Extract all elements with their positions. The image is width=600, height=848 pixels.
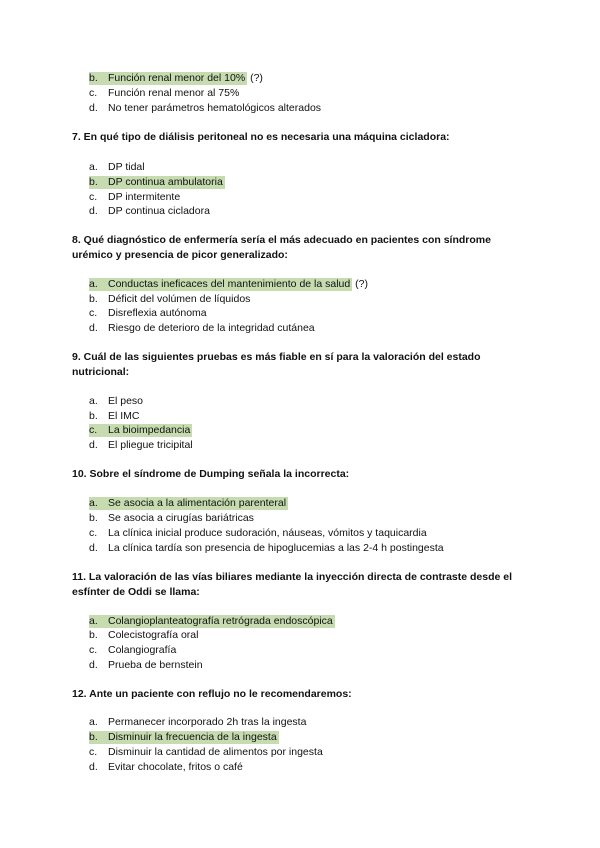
option-d: d. Evitar chocolate, fritos o café (89, 761, 243, 773)
option-a (89, 497, 288, 510)
option-d: d. No tener parámetros hematológicos alterados (89, 102, 322, 114)
option-b: b. Función renal menor del 10% (?) (89, 72, 263, 84)
question-10-title: 10. Sobre el síndrome de Dumping señala la incorrecta: (72, 468, 350, 480)
option-b (89, 176, 225, 189)
question-9-title: 9. Cuál de las siguientes pruebas es más fiable en sí para la valoración del estado nutricional: (72, 351, 481, 378)
answer-highlight: a. Conductas ineficaces del mantenimiento de la salud (89, 278, 351, 290)
option-d: d. La clínica tardía son presencia de hipoglucemias a las 2-4 h postingesta (89, 542, 444, 554)
option-d: d. Prueba de bernstein (89, 659, 203, 671)
option-c: c. Disminuir la cantidad de alimentos por ingesta (89, 746, 323, 758)
question-8-title: 8. Qué diagnóstico de enfermería sería el más adecuado en pacientes con síndrome urémico y presencia de picor generalizado: (72, 234, 491, 261)
option-d: d. DP continua cicladora (89, 205, 210, 217)
option-b (89, 731, 279, 744)
option-c: c. DP intermitente (89, 191, 181, 203)
answer-highlight: c. La bioimpedancia (89, 424, 191, 436)
option-c: c. Disreflexia autónoma (89, 307, 207, 319)
answer-highlight: a. Se asocia a la alimentación parenteral (89, 497, 287, 509)
question-12-title: 12. Ante un paciente con reflujo no le recomendaremos: (72, 688, 352, 700)
option-b: b. El IMC (89, 410, 140, 422)
option-a: a. DP tidal (89, 161, 145, 173)
answer-highlight: b. Función renal menor del 10% (89, 72, 246, 84)
option-d: d. Riesgo de deterioro de la integridad cutánea (89, 322, 315, 334)
question-7-title: 7. En qué tipo de diálisis peritoneal no es necesaria una máquina cicladora: (72, 131, 450, 143)
option-c: c. Función renal menor al 75% (89, 87, 240, 99)
answer-highlight: a. Colangioplanteatografía retrógrada endoscópica (89, 615, 333, 627)
answer-highlight: b. Disminuir la frecuencia de la ingesta (89, 731, 277, 743)
option-a (89, 615, 335, 628)
option-c (89, 424, 192, 437)
option-d: d. El pliegue tricipital (89, 439, 193, 451)
answer-highlight: b. DP continua ambulatoria (89, 176, 223, 188)
option-a: a. Permanecer incorporado 2h tras la ingesta (89, 716, 307, 728)
option-b: b. Déficit del volúmen de líquidos (89, 293, 251, 305)
option-c: c. Colangiografía (89, 644, 177, 656)
option-a: a. El peso (89, 395, 144, 407)
option-c: c. La clínica inicial produce sudoración, náuseas, vómitos y taquicardia (89, 527, 427, 539)
question-11-title: 11. La valoración de las vías biliares mediante la inyección directa de contraste desde el esfínter de Oddi se llama: (72, 571, 513, 598)
option-b: b. Colecistografía oral (89, 629, 199, 641)
option-b: b. Se asocia a cirugías bariátricas (89, 512, 254, 524)
option-a: a. Conductas ineficaces del mantenimiento de la salud (?) (89, 278, 368, 290)
